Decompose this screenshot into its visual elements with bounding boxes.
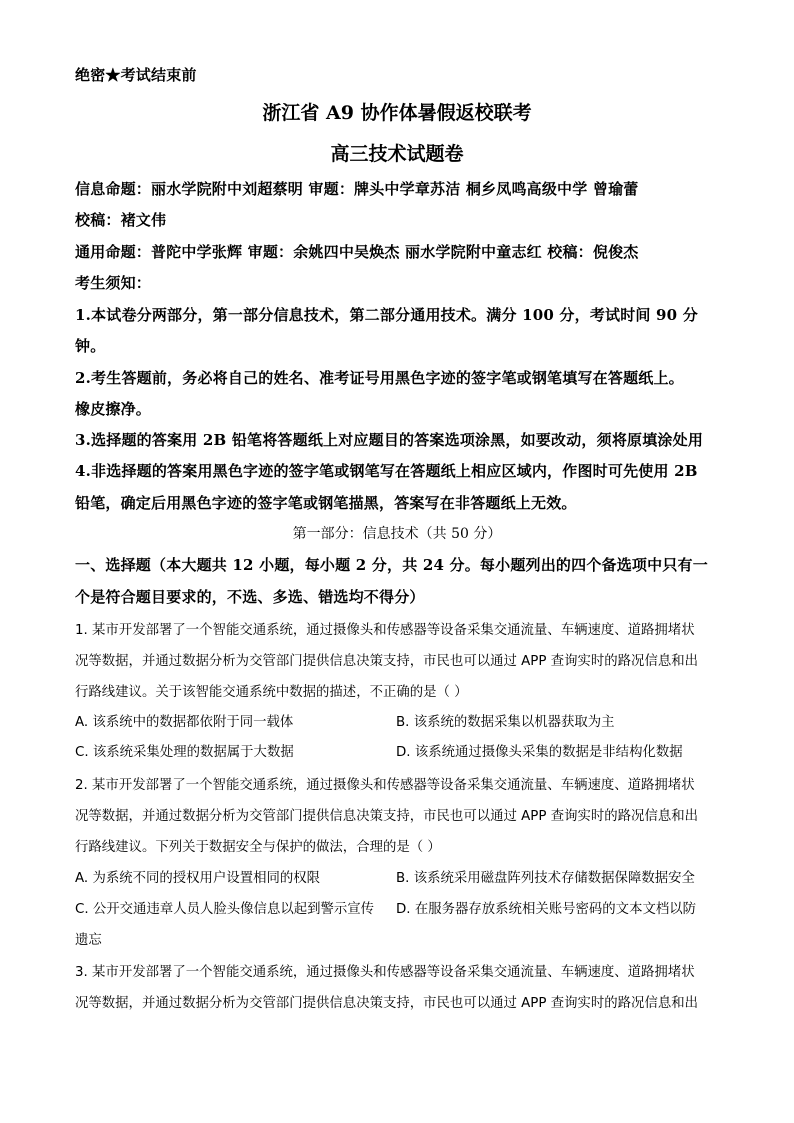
question-2-option-d: D. 在服务器存放系统相关账号密码的文本文档以防	[396, 902, 697, 917]
page-title: 浙江省 A9 协作体暑假返校联考	[262, 102, 532, 124]
question-2-option-d-continued: 遗忘	[75, 933, 102, 948]
notice-item1-line2: 钟。	[75, 337, 106, 355]
question-2-option-c: C. 公开交通违章人员人脸头像信息以起到警示宣传	[75, 902, 375, 917]
question-1-option-a: A. 该系统中的数据都依附于同一载体	[75, 715, 294, 730]
question-1-line1: 1. 某市开发部署了一个智能交通系统，通过摄像头和传感器等设备采集交通流量、车辆速度、道路拥堵状	[75, 623, 695, 638]
question-2-line3: 行路线建议。下列关于数据安全与保护的做法，合理的是（ ）	[75, 840, 441, 855]
question-2-line2: 况等数据，并通过数据分析为交管部门提供信息决策支持，市民也可以通过 APP 查询实时的路况信息和出	[75, 809, 699, 824]
question-3-line2: 况等数据，并通过数据分析为交管部门提供信息决策支持，市民也可以通过 APP 查询实时的路况信息和出	[75, 996, 699, 1011]
notice-item2-line1: 2.考生答题前，务必将自己的姓名、准考证号用黑色字迹的签字笔或钢笔填写在答题纸上。	[75, 369, 684, 387]
question-2-option-a: A. 为系统不同的授权用户设置相同的权限	[75, 871, 321, 886]
question-3-line1: 3. 某市开发部署了一个智能交通系统，通过摄像头和传感器等设备采集交通流量、车辆速度、道路拥堵状	[75, 965, 695, 980]
info-credits-line1: 信息命题：丽水学院附中刘超蔡明 审题：牌头中学章苏洁 桐乡凤鸣高级中学 曾瑜蕾	[75, 180, 639, 198]
question-1-line2: 况等数据，并通过数据分析为交管部门提供信息决策支持，市民也可以通过 APP 查询实时的路况信息和出	[75, 654, 699, 669]
notice-item4-line1: 4.非选择题的答案用黑色字迹的签字笔或钢笔写在答题纸上相应区域内，作图时可先使用 2B	[75, 462, 698, 480]
page-subtitle: 高三技术试题卷	[330, 143, 464, 165]
question-2-line1: 2. 某市开发部署了一个智能交通系统，通过摄像头和传感器等设备采集交通流量、车辆速度、道路拥堵状	[75, 778, 695, 793]
notice-item3-line1: 3.选择题的答案用 2B 铅笔将答题纸上对应题目的答案选项涂黑，如要改动，须将原填涂处用	[75, 431, 704, 449]
info-credits-line2: 校稿：褚文伟	[75, 211, 167, 229]
notice-item1-line1: 1.本试卷分两部分，第一部分信息技术，第二部分通用技术。满分 100 分，考试时间 90 分	[75, 306, 698, 324]
confidential-label: 绝密★考试结束前	[75, 66, 197, 84]
notice-item2-line2: 橡皮擦净。	[75, 400, 152, 418]
section1-heading-line1: 一、选择题（本大题共 12 小题，每小题 2 分，共 24 分。每小题列出的四个备选项中只有一	[75, 556, 708, 574]
part1-title: 第一部分：信息技术（共 50 分）	[292, 526, 502, 542]
general-credits-line: 通用命题：普陀中学张辉 审题：余姚四中吴焕杰 丽水学院附中童志红 校稿：倪俊杰	[75, 243, 639, 261]
notice-heading: 考生须知：	[75, 274, 152, 292]
question-1-option-b: B. 该系统的数据采集以机器获取为主	[396, 715, 615, 730]
question-1-option-c: C. 该系统采集处理的数据属于大数据	[75, 745, 294, 760]
question-1-line3: 行路线建议。关于该智能交通系统中数据的描述，不正确的是（ ）	[75, 685, 468, 700]
notice-item4-line2: 铅笔，确定后用黑色字迹的签字笔或钢笔描黑，答案写在非答题纸上无效。	[75, 494, 577, 512]
question-2-option-b: B. 该系统采用磁盘阵列技术存储数据保障数据安全	[396, 871, 695, 886]
question-1-option-d: D. 该系统通过摄像头采集的数据是非结构化数据	[396, 745, 683, 760]
section1-heading-line2: 个是符合题目要求的，不选、多选、错选均不得分）	[75, 588, 425, 606]
